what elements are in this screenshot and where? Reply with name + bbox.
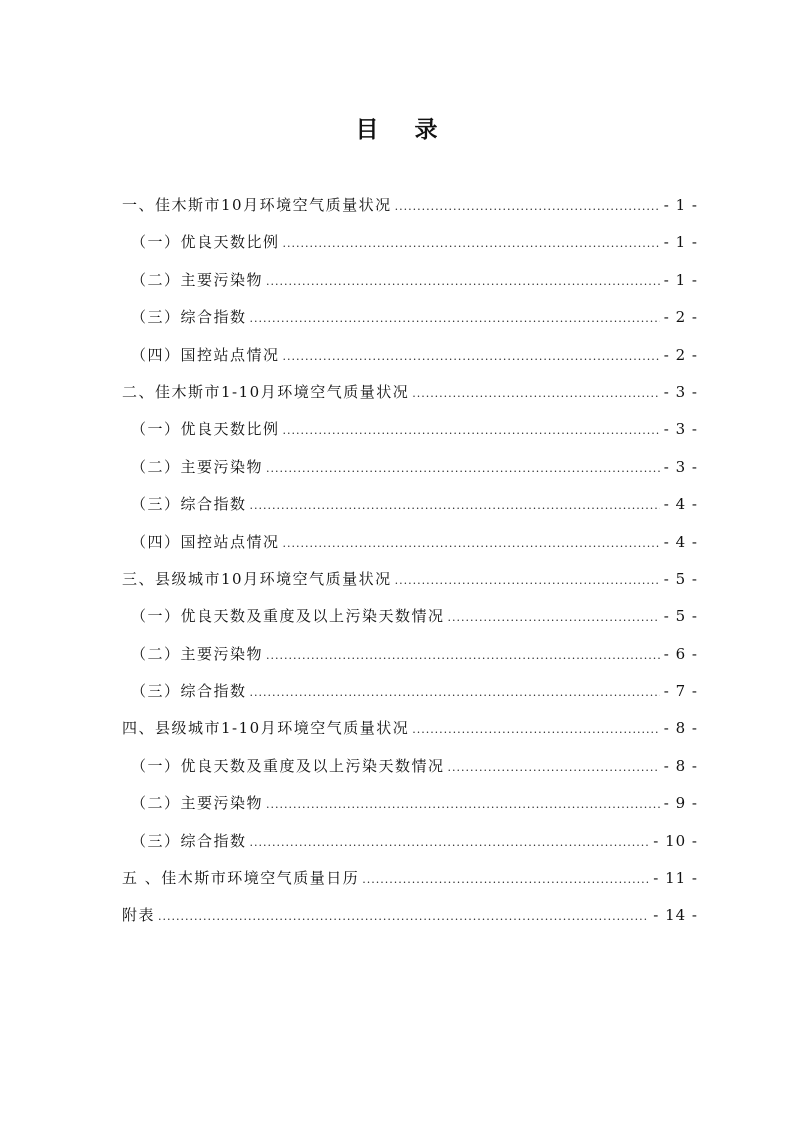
toc-entry[interactable]	[122, 449, 698, 486]
toc-entry[interactable]	[122, 710, 698, 747]
toc-entry[interactable]	[122, 561, 698, 598]
toc-dot-leader	[412, 375, 660, 412]
toc-entry[interactable]	[122, 673, 698, 710]
toc-dot-leader	[448, 599, 660, 636]
toc-entry-page: - 5 -	[663, 607, 698, 626]
toc-entry-label: 一、佳木斯市10月环境空气质量状况	[122, 196, 392, 214]
toc-entry-label: （三）综合指数	[131, 308, 247, 327]
toc-entry-label: （一）优良天数比例	[131, 233, 280, 252]
toc-entry-page: - 7 -	[663, 682, 698, 701]
toc-entry-label: 二、佳木斯市1-10月环境空气质量状况	[122, 382, 410, 401]
toc-entry[interactable]	[122, 897, 698, 934]
toc-entry-label: （二）主要污染物	[131, 644, 264, 663]
toc-entry-label: （一）优良天数及重度及以上污染天数情况	[131, 756, 445, 775]
toc-dot-leader	[158, 898, 649, 935]
toc-entry-label: （二）主要污染物	[131, 794, 264, 813]
toc-entry-label: 五 、佳木斯市环境空气质量日历	[122, 869, 360, 888]
toc-entry-page: - 4 -	[663, 532, 698, 551]
toc-entry-page: - 4 -	[663, 495, 698, 514]
toc-entry-label: （三）综合指数	[131, 831, 247, 850]
toc-entry-page: - 8 -	[663, 719, 698, 738]
toc-entry-label: （一）优良天数比例	[131, 420, 280, 439]
toc-entry[interactable]	[122, 299, 698, 336]
toc-entry[interactable]	[122, 374, 698, 411]
toc-dot-leader	[412, 711, 660, 748]
toc-dot-leader	[362, 861, 649, 898]
toc-entry[interactable]	[122, 262, 698, 299]
toc-entry[interactable]	[122, 411, 698, 448]
toc-entry[interactable]	[122, 524, 698, 561]
toc-entry-page: - 1 -	[663, 233, 698, 252]
toc-dot-leader	[395, 562, 660, 599]
toc-entry-page: - 11 -	[653, 869, 698, 888]
toc-entry-label: （二）主要污染物	[131, 270, 264, 289]
toc-entry-label: （四）国控站点情况	[131, 345, 280, 364]
toc-entry-page: - 2 -	[663, 345, 698, 364]
toc-entry-label: 附表	[122, 906, 156, 925]
toc-entry-page: - 6 -	[663, 644, 698, 663]
toc-dot-leader	[266, 637, 660, 674]
toc-dot-leader	[250, 674, 660, 711]
toc-dot-leader	[266, 450, 660, 487]
toc-entry[interactable]	[122, 748, 698, 785]
toc-entry-page: - 8 -	[663, 756, 698, 775]
table-of-contents	[122, 187, 698, 935]
toc-entry[interactable]	[122, 823, 698, 860]
toc-dot-leader	[283, 225, 660, 262]
toc-entry-page: - 10 -	[653, 831, 698, 850]
toc-entry-page: - 2 -	[663, 308, 698, 327]
toc-dot-leader	[283, 525, 660, 562]
toc-entry-page: - 9 -	[663, 794, 698, 813]
toc-entry-label: （四）国控站点情况	[131, 532, 280, 551]
toc-entry-page: - 1 -	[663, 196, 698, 214]
toc-entry-page: - 3 -	[663, 382, 698, 401]
toc-entry[interactable]	[122, 598, 698, 635]
toc-entry-label: （三）综合指数	[131, 495, 247, 514]
toc-dot-leader	[395, 188, 660, 225]
toc-dot-leader	[448, 749, 660, 786]
toc-dot-leader	[266, 263, 660, 300]
toc-entry-page: - 5 -	[663, 569, 698, 588]
toc-dot-leader	[283, 338, 660, 375]
toc-entry-page: - 3 -	[663, 420, 698, 439]
toc-entry[interactable]	[122, 486, 698, 523]
toc-entry-page: - 3 -	[663, 457, 698, 476]
toc-dot-leader	[250, 487, 660, 524]
toc-entry[interactable]	[122, 337, 698, 374]
toc-dot-leader	[266, 786, 660, 823]
toc-entry-label: （二）主要污染物	[131, 457, 264, 476]
toc-entry[interactable]	[122, 860, 698, 897]
page-title: 目 录	[355, 117, 452, 143]
toc-dot-leader	[250, 300, 660, 337]
toc-entry[interactable]	[122, 785, 698, 822]
toc-entry-label: （三）综合指数	[131, 682, 247, 701]
toc-dot-leader	[250, 824, 650, 861]
toc-dot-leader	[283, 412, 660, 449]
toc-entry-label: 四、县级城市1-10月环境空气质量状况	[122, 719, 410, 738]
toc-entry-label: 三、县级城市10月环境空气质量状况	[122, 569, 392, 588]
toc-entry-page: - 14 -	[653, 906, 698, 925]
toc-entry[interactable]	[122, 224, 698, 261]
toc-entry[interactable]	[122, 636, 698, 673]
toc-entry-label: （一）优良天数及重度及以上污染天数情况	[131, 607, 445, 626]
toc-entry[interactable]	[122, 187, 698, 224]
toc-entry-page: - 1 -	[663, 270, 698, 289]
